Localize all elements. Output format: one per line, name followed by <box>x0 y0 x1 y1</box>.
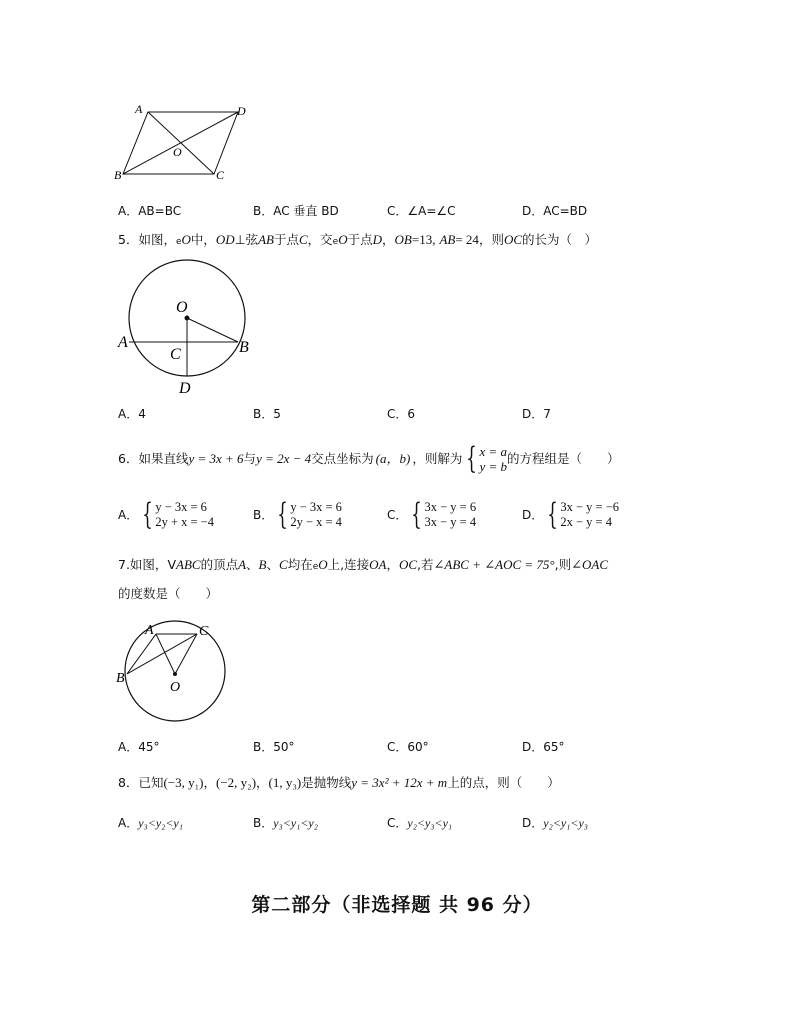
label-a: A <box>145 623 154 638</box>
label-b: B <box>114 168 122 182</box>
circle-chord-figure <box>112 255 262 400</box>
q6-option-d: D． { 3x − y = −6 2x − y = 4 <box>522 497 619 532</box>
q5-option-b: B．5 <box>253 407 281 421</box>
q4-option-b: B．AC 垂直 BD <box>253 204 339 218</box>
q5-stem: 5．如图，eO中，OD⊥弦AB于点C，交eO于点D，OB=13, AB= 24，则OC的长为（ ） <box>118 232 598 247</box>
segment-oa <box>156 634 175 674</box>
q6-stem: 6．如果直线 y = 3x + 6 与 y = 2x − 4 交点坐标为 (a，b) ，则解为 { x = a y = b 的方程组是（ ） <box>118 441 620 476</box>
q4-option-d: D．AC=BD <box>522 204 588 218</box>
label-a: A <box>118 334 128 351</box>
label-b: B <box>239 339 249 356</box>
q7-stem-line2: 的度数是（ ） <box>118 586 219 601</box>
label-c: C <box>216 168 225 182</box>
parallelogram-figure <box>110 98 260 188</box>
q6-option-a: A． { y − 3x = 6 2y + x = −4 <box>118 497 214 532</box>
segment-ob <box>187 318 238 342</box>
q7-stem-line1: 7.如图，VABC的顶点A、B、C均在eO上,连接OA，OC,若∠ABC + ∠AOC = 75°,则∠OAC <box>118 557 609 572</box>
q5-option-c: C．6 <box>387 407 416 421</box>
label-o: O <box>173 145 182 159</box>
q8-option-b: B．y₃<y₁<y₂ <box>253 816 318 830</box>
q7-option-b: B．50° <box>253 740 295 754</box>
q8-option-a: A．y₃<y₂<y₁ <box>118 816 183 830</box>
q6-option-b: B． { y − 3x = 6 2y − x = 4 <box>253 497 342 532</box>
q7-option-c: C．60° <box>387 740 429 754</box>
q7-option-a: A．45° <box>118 740 160 754</box>
diagonal-bd <box>123 112 238 174</box>
circle-triangle-figure <box>112 618 232 728</box>
label-d: D <box>179 380 191 397</box>
q5-option-d: D．7 <box>522 407 551 421</box>
q8-stem: 8．已知(−3, y₁)，(−2, y₂)，(1, y₃)是抛物线y = 3x² + 12x + m上的点，则（ ） <box>118 775 560 790</box>
side-ab <box>127 634 156 674</box>
q5-option-a: A．4 <box>118 407 146 421</box>
q4-option-a: A．AB=BC <box>118 204 182 218</box>
q8-option-d: D．y₂<y₁<y₃ <box>522 816 588 830</box>
q4-option-c: C．∠A=∠C <box>387 204 456 218</box>
label-c: C <box>170 346 181 363</box>
q6-option-c: C． { 3x − y = 6 3x − y = 4 <box>387 497 477 532</box>
label-b: B <box>116 671 125 686</box>
section-title: 第二部分（非选择题 共 96 分） <box>251 894 543 916</box>
label-o: O <box>170 680 181 695</box>
center-point <box>185 316 190 321</box>
center-point <box>173 672 177 676</box>
label-a: A <box>135 102 143 116</box>
q6-solution-system: { x = a y = b <box>466 441 507 476</box>
q7-option-d: D．65° <box>522 740 565 754</box>
label-o: O <box>176 299 188 316</box>
circle-o <box>125 621 225 721</box>
label-c: C <box>199 624 209 639</box>
label-d: D <box>237 104 246 118</box>
q8-option-c: C．y₂<y₃<y₁ <box>387 816 453 830</box>
